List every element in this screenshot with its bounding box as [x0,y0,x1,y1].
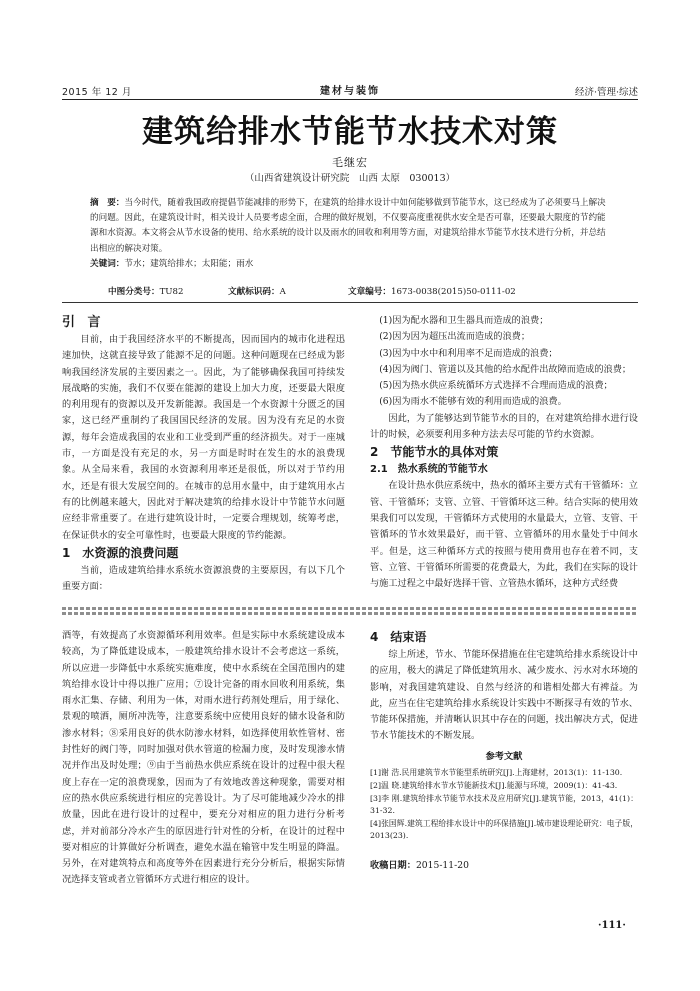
waste-item: (5)因为热水供应系统循环方式选择不合理而造成的浪费； [379,380,613,392]
document-code: 文献标识码：A [228,287,286,297]
waste-item: (6)因为雨水不能够有效的利用而造成的浪费。 [379,396,567,408]
affiliation: （山西省建筑设计研究院 山西 太原 030013） [244,173,456,184]
lower-left-column [62,628,345,889]
intro-heading: 引 言 [62,315,105,330]
header-rule [62,99,638,100]
abstract [90,196,612,257]
article-title: 建筑给排水节能节水技术对策 [142,114,558,150]
section-2-1-paragraph: 在设计热水供应系统中，热水的循环主要方式有干管循环：立管、干管循环；支管、立管、干管循环这三种。结合实际的使用效果我们可以发现，干管循环方式使用的水量最大，立管、支管、干管循环的节水效果最好，而干管、立管循环的用水量处于中间水平。但是，这三种循环方式的按照与使用费用也存在着不同，支管、立管、干管循环所需要的花费最大，为此，我们在实际的设计与施工过程之中最好选择干管、立管热水循环，这种方式经费 [370,480,638,590]
abstract-separator [62,302,638,303]
section-4-paragraph: 综上所述，节水、节能环保措施在住宅建筑给排水系统设计中的应用，极大的满足了降低建筑用水、减少废水、污水对水环境的影响，对我国建筑建设、自然与经济的和谐相处都大有裨益。为此，应当在住宅建筑给排水系统设计实践中不断探寻有效的节水、节能环保措施，并清晰认识其中存在的问题，找出解决方式，促进节水节能技术的不断发展。 [370,649,638,742]
upper-right-column [370,313,638,592]
intro-paragraph: 目前，由于我国经济水平的不断提高，因而国内的城市化进程迅速加快，这就直接导致了能源不足的问题。这种问题现在已经成为影响我国经济发展的主要因素之一。因此，为了能够确保我国可持续发展战略的实施，我们不仅要在能源的建设上加大力度，还要最大限度的利用现有的资源以及开发新能源。我国是一个水资源十分匮乏的国家，这已经严重制约了我国国民经济的发展。因为没有充足的水资源，每年会造成我国的农业和工业受到严重的经济损失。对于一座城市，一方面是没有充足的水，另一方面是时时在发生的水的浪费现象。从全局来看，我国的水资源利用率还是很低，所以对于节约用水，还是有很大发展空间的。在城市的总用水量中，由于建筑用水占有的比例越来越大，因此对于解决建筑的给排水设计中节能节水问题应经非常重要了。在进行建筑设计时，一定要合理规划，统筹考虑，在保证供水的安全可靠性时，也要最大限度的节约能源。 [62,334,345,541]
abstract-label: 摘 要： [90,198,125,208]
waste-item: (1)因为配水器和卫生器具而造成的浪费； [379,315,549,326]
waste-item: (3)因为中水中和利用率不足而造成的浪费； [379,347,558,359]
lower-right-column [370,628,638,843]
reference-item: [2]温 晓.建筑给排水节水节能新技术[J].能源与环境，2009(1)：41-43. [370,780,618,790]
header-section: 经济·管理·综述 [574,87,638,98]
abstract-block [90,196,612,272]
waste-item: (4)因为阀门、管道以及其他的给水配件出故障而造成的浪费； [379,363,632,375]
references [370,751,638,843]
section-2-1-heading: 2.1 热水系统的节能节水 [370,464,488,476]
keywords-label: 关键词： [90,258,125,269]
section-2-heading: 2 节能节水的具体对策 [370,445,499,460]
reference-item: [3]李 刚.建筑给排水节能节水技术及应用研究[J].建筑节能，2013，41(1)：31-32. [370,793,638,816]
keywords-text: 节水；建筑给排水；太阳能；雨水 [124,258,254,269]
article-number: 文章编号：1673-0038(2015)50-0111-02 [348,287,516,297]
section-4-heading: 4 结束语 [370,630,427,644]
abstract-text: 当今时代，随着我国政府提倡节能减排的形势下，在建筑的给排水设计中如何能够做到节能节水，这已经成为了必须要马上解决的问题。因此，在建筑设计时，相关设计人员要考虑全面，合理的做好规划，不仅要高度重视供水安全是否可靠，还要最大限度的节约能源和水资源。本文将会从节水设备的使用、给水系统的设计以及雨水的回收和利用等方面，对建筑给排水节能节水技术进行分析，并总结出相应的解决对策。 [90,198,606,254]
reference-item: [1]谢 浩.民用建筑节水节能型系统研究[J].上海建材，2013(1)：11-130. [370,768,623,778]
received-date: 收稿日期：2015-11-20 [370,860,469,871]
clc-number: 中图分类号：TU82 [108,287,184,297]
continued-paragraph: 酒等，有效提高了水资源循环利用效率。但是实际中水系统建设成本较高，为了降低建设成本，一般建筑给排水设计不会考虑这一系统，所以应进一步降低中水系统实施难度，使中水系统在全国范围内的建筑给排水设计中得以推广应用；⑦设计完备的雨水回收利用系统，集雨水汇集、存储、利用为一体，对雨水进行药剂处理后，用于绿化、景观的喷洒，厕所冲洗等，注意要系统中应使用良好的储水设备和防渗水材料；⑧采用良好的供水防渗水材料，如选择使用软性管材、密封性好的阀门等，同时加强对供水管道的检漏力度，及时发现渗水情况并作出及时处理；⑨由于当前热水供应系统在设计的过程中很大程度上存在一定的浪费现象，因而为了有效地改善这种现象，需要对相应的热水供应系统进行相应的完善设计。为了尽可能地减少冷水的排放量，因此在进行设计的过程中，要充分对相应的阻力进行分析考虑，并对前部分冷水产生的原因进行针对性的分析，在设计的过程中要对相应的计算做好分析调查，避免水温在输管中发生明显的降温。另外，在对建筑特点和高度等外在因素进行充分分析后，根据实际情况选择支管或者立管循环方式进行相应的设计。 [62,630,345,886]
waste-item: (2)因为因为超压出流而造成的浪费； [379,331,531,343]
journal-name: 建材与装饰 [320,86,380,97]
author: 毛继宏 [332,156,368,169]
references-heading: 参考文献 [485,750,523,762]
upper-left-column [62,313,345,595]
reference-item: [4]张国辉.建筑工程给排水设计中的环保措施[J].城市建设理论研究：电子版，2013(23). [370,818,638,841]
conclusion-of-list: 因此，为了能够达到节能节水的目的，在对建筑给排水进行设计的时候，必须要利用多种方法去尽可能的节约水资源。 [370,412,638,441]
running-header [62,82,638,98]
header-date: 2015 年 12 月 [62,87,132,98]
page-number: ·111· [598,920,626,931]
keywords [90,257,612,272]
section-1-paragraph: 当前，造成建筑给排水系统水资源浪费的主要原因，有以下几个重要方面： [62,564,345,593]
page-break-divider-gap [62,610,638,612]
section-1-heading: 1 水资源的浪费问题 [62,545,179,560]
